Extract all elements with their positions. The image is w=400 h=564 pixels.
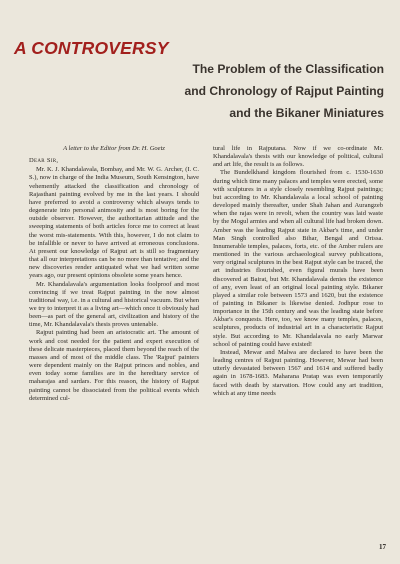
article-body [29,145,383,537]
paragraph: The Bundelkhand kingdom flourished from c. 1530-1630 during which time many palaces and temples were erected, some with sculptures in a style closely resembling Rajput paintings; but according to Mr. Khandalavala a local school of painting developed mainly thereafter, under Shah Jahan and Aurangzeb when the rajas were in revolt, when the country was laid waste by the Mogul armies and when all cultural life had broken down. Amber was the leading Rajput state in Akbar's time, and under Man Singh controlled also Bihar, Bengal and Orissa. Innumerable temples, palaces, forts, etc. of the Amber rulers are mentioned in the various archaeological survey publications, very original sculptures in the best Rajput style can be traced, the art industries flourished, even figural murals have been discovered at Bairat, but Mr. Khandalavala denies the existence of any, even least of an original local painting style. Bikaner played a similar role between 1573 and 1620, but the existence of painting in Bikaner is likewise denied. Jodhpur rose to importance in the 15th century and was the leading state before Akbar's conquests. Here, too, we know many temples, palaces, sculptures, products of industrial art in a characteristic Rajput style. But according to Mr. Khandalavala no early Marwar school of painting could have existed! [213,169,383,348]
paragraph: Mr. Khandalavala's argumentation looks foolproof and most convincing if we treat Rajput painting in the now almost traditional way, i.e. in a cultural and historical vacuum. But when we try to interpret it as a living art—which once it obviously had been—as part of the general art, civilization and history of the time, Mr. Khandalavala's thesis proves untenable. [29,280,199,329]
left-column [29,145,199,537]
paragraph: Mr. K. J. Khandalavala, Bombay, and Mr. W. G. Archer, (I. C. S.), now in charge of the India Museum, South Kensington, have vehemently attacked the classification and chronology of Rajasthani painting evolved by me in the last years. I should have preferred to avoid a controversy which always tends to degenerate into personal animosity and is most boring for the outside observer. However, the authoritarian attitude and the sweeping statements of both articles force me to correct at least the worst mis-statements. With this, however, I do not claim to be infallible or never to have arrived at erroneous conclusions. At present our knowledge of Rajput art is still so fragmentary that all our interpretations can be no more than tentative; and the new discoveries render antiquated what we had written some years ago, our present opinions obsolete some years hence. [29,166,199,280]
page-number: 17 [379,543,386,551]
article-headline [104,58,384,124]
headline-line-2: and Chronology of Rajput Painting [184,84,384,98]
letter-intro: A letter to the Editor from Dr. H. Goetz [63,145,165,152]
right-column [213,145,383,537]
headline-line-3: and the Bikaner Miniatures [229,106,384,120]
paragraph: Instead, Mewar and Malwa are declared to have been the leading centres of Rajput painting. However, Mewar had been utterly devastated between 1567 and 1614 and suffered badly again in 1678-1683. Maharana Pratap was even temporarily faced with death by starvation. How could any art tradition, which at any time needs [213,348,383,397]
section-title: A CONTROVERSY [14,38,169,58]
paragraph: Rajput painting had been an aristocratic art. The amount of work and cost needed for the patient and expert execution of these delicate masterpieces, placed them beyond the reach of the masses and of most of the middle class. The 'Rajput' painters were dependent mainly on the Rajput princes and nobles, and even today some families are in the hereditary service of maharajas and sardars. For this reason, the history of Rajput painting cannot be dissociated from the political events which determined cul- [29,329,199,402]
headline-line-1: The Problem of the Classification [192,62,384,76]
salutation: Dear Sir, [29,157,59,165]
paragraph: tural life in Rajputana. Now if we co-ordinate Mr. Khandalavala's thesis with our knowledge of political, cultural and art life, the result is as follows. [213,145,383,169]
